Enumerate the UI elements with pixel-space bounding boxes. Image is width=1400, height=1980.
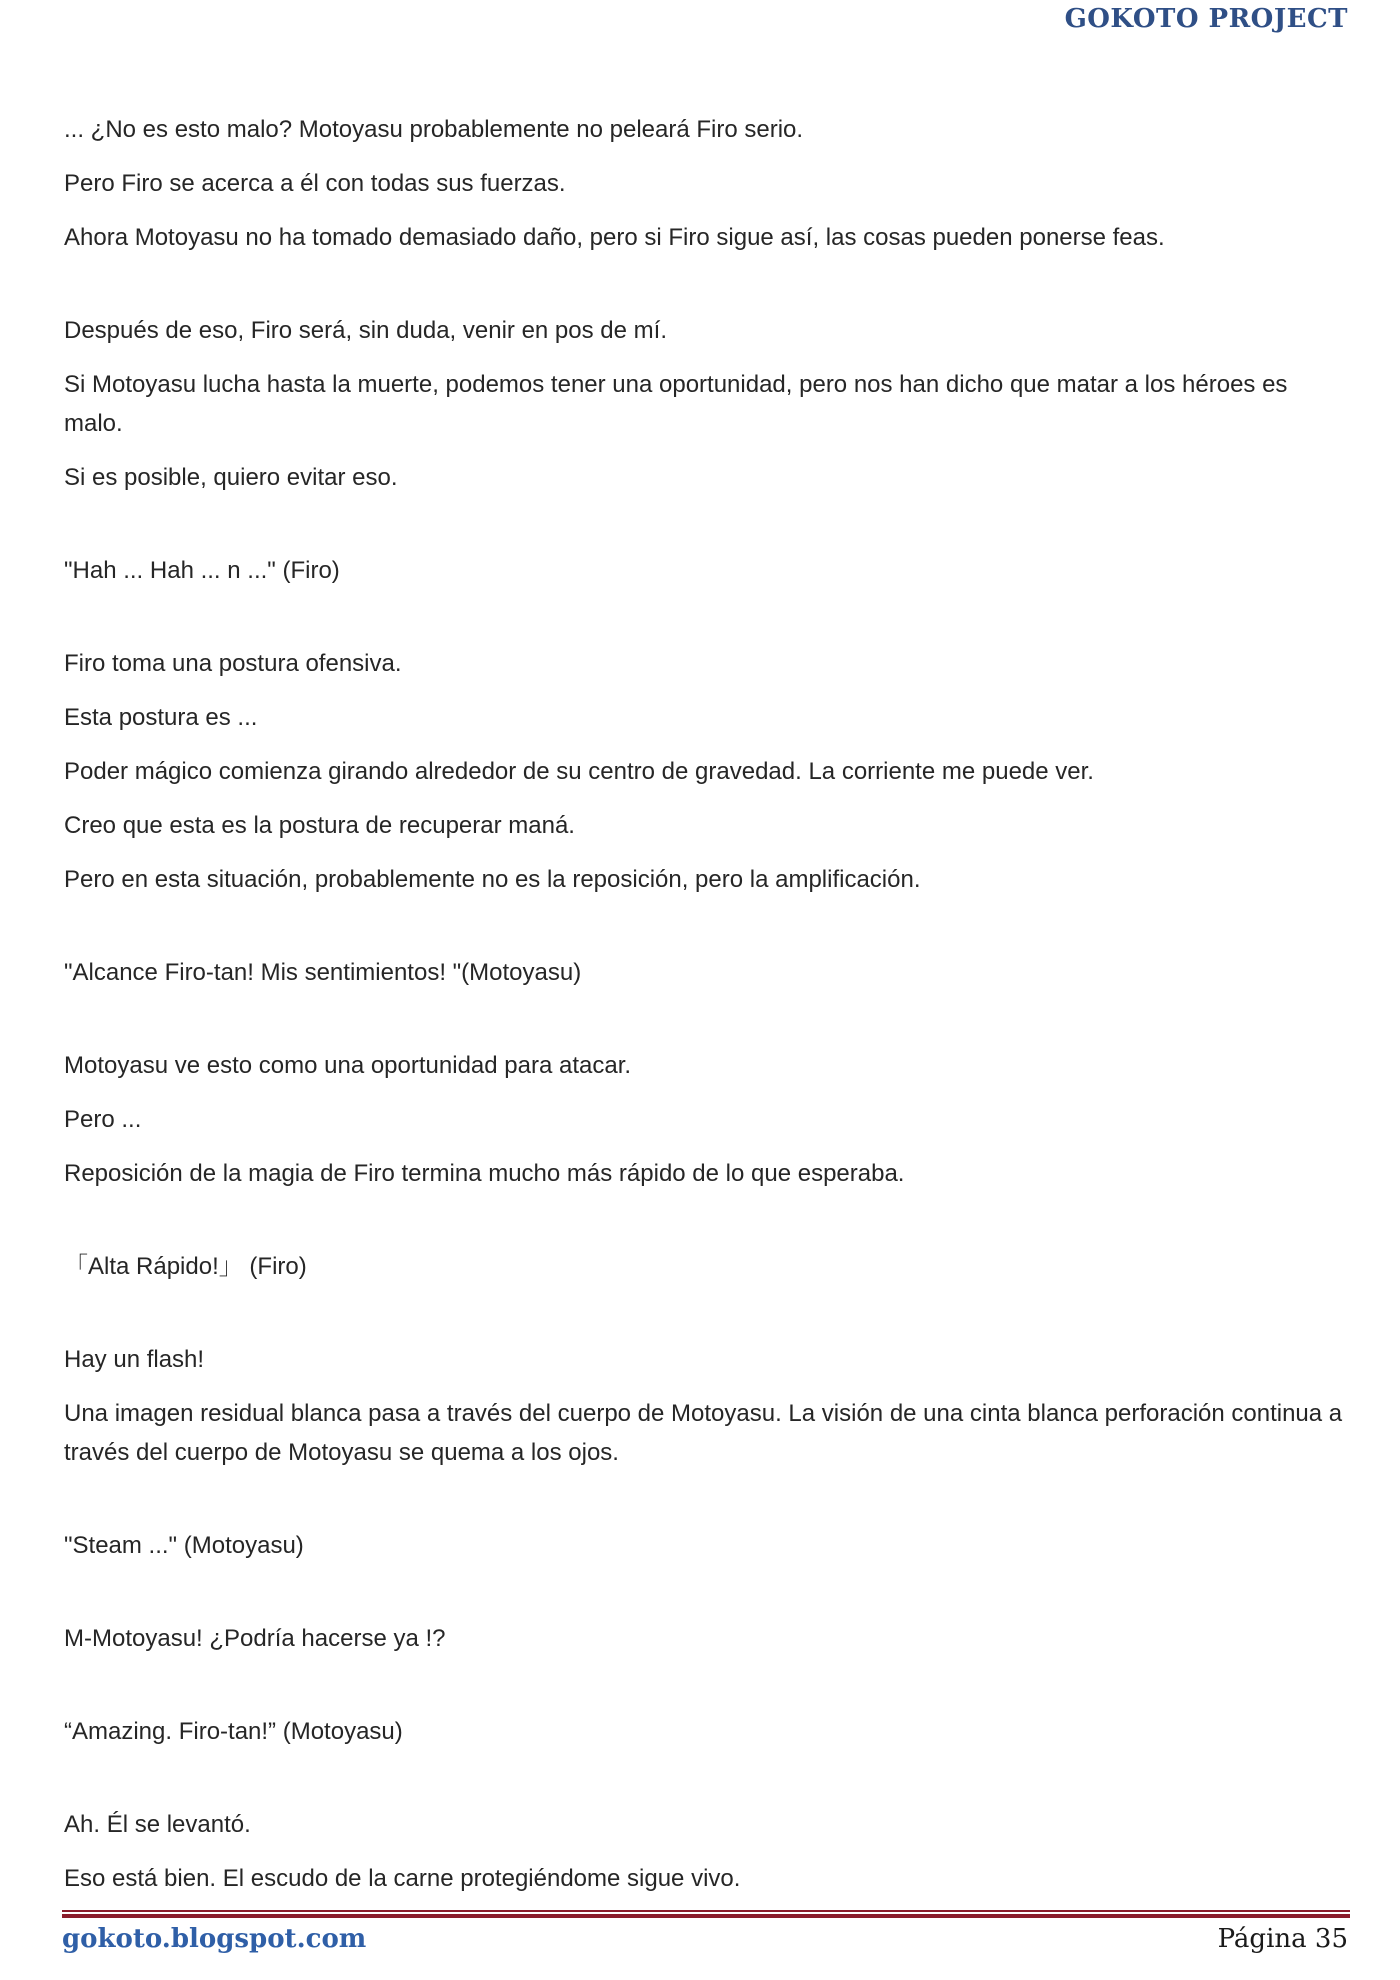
paragraph: Ah. Él se levantó. bbox=[64, 1811, 251, 1838]
paragraph: Ahora Motoyasu no ha tomado demasiado daño, pero si Firo sigue así, las cosas pueden ponerse feas. bbox=[64, 224, 1165, 251]
paragraph: Reposición de la magia de Firo termina mucho más rápido de lo que esperaba. bbox=[64, 1160, 905, 1187]
paragraph: Después de eso, Firo será, sin duda, venir en pos de mí. bbox=[64, 317, 667, 344]
paragraph-gap bbox=[64, 1208, 1344, 1247]
paragraph: Pero Firo se acerca a él con todas sus fuerzas. bbox=[64, 170, 566, 197]
paragraph: ... ¿No es esto malo? Motoyasu probablemente no peleará Firo serio. bbox=[64, 116, 804, 143]
paragraph-gap bbox=[64, 1580, 1344, 1619]
footer-site-link[interactable]: gokoto.blogspot.com bbox=[62, 1924, 367, 1954]
paragraph: M-Motoyasu! ¿Podría hacerse ya !? bbox=[64, 1625, 446, 1652]
paragraph: Pero ... bbox=[64, 1106, 142, 1133]
page-body bbox=[64, 110, 1349, 1913]
paragraph: Una imagen residual blanca pasa a través del cuerpo de Motoyasu. La visión de una cinta blanca perforación continua a través del cuerpo de Motoyasu se quema a los ojos. bbox=[64, 1400, 1349, 1466]
paragraph-gap bbox=[64, 914, 1344, 953]
paragraph: Hay un flash! bbox=[64, 1346, 205, 1373]
paragraph: Motoyasu ve esto como una oportunidad para atacar. bbox=[64, 1052, 632, 1079]
paragraph-gap bbox=[64, 272, 1344, 311]
paragraph: 「Alta Rápido!」 (Firo) bbox=[64, 1253, 307, 1280]
paragraph-gap bbox=[64, 512, 1344, 551]
paragraph: "Alcance Firo-tan! Mis sentimientos! "(Motoyasu) bbox=[64, 959, 582, 986]
paragraph-gap bbox=[64, 1301, 1344, 1340]
paragraph-gap bbox=[64, 1766, 1344, 1805]
paragraph: Si Motoyasu lucha hasta la muerte, podemos tener una oportunidad, pero nos han dicho que matar a los héroes es malo. bbox=[64, 371, 1295, 437]
paragraph: Firo toma una postura ofensiva. bbox=[64, 650, 402, 677]
header-brand: GOKOTO PROJECT bbox=[1064, 4, 1348, 34]
footer-divider bbox=[62, 1910, 1350, 1920]
paragraph-gap bbox=[64, 605, 1344, 644]
paragraph-gap bbox=[64, 1673, 1344, 1712]
paragraph: Eso está bien. El escudo de la carne protegiéndome sigue vivo. bbox=[64, 1865, 741, 1892]
paragraph-gap bbox=[64, 1487, 1344, 1526]
paragraph-gap bbox=[64, 1007, 1344, 1046]
paragraph: "Hah ... Hah ... n ..." (Firo) bbox=[64, 557, 340, 584]
paragraph: Si es posible, quiero evitar eso. bbox=[64, 464, 398, 491]
paragraph: "Steam ..." (Motoyasu) bbox=[64, 1532, 304, 1559]
paragraph: Creo que esta es la postura de recuperar maná. bbox=[64, 812, 575, 839]
paragraph: Pero en esta situación, probablemente no es la reposición, pero la amplificación. bbox=[64, 866, 921, 893]
paragraph: “Amazing. Firo-tan!” (Motoyasu) bbox=[64, 1718, 403, 1745]
paragraph: Poder mágico comienza girando alrededor de su centro de gravedad. La corriente me puede ver. bbox=[64, 758, 1094, 785]
page-number: Página 35 bbox=[1217, 1924, 1348, 1954]
paragraph: Esta postura es ... bbox=[64, 704, 258, 731]
